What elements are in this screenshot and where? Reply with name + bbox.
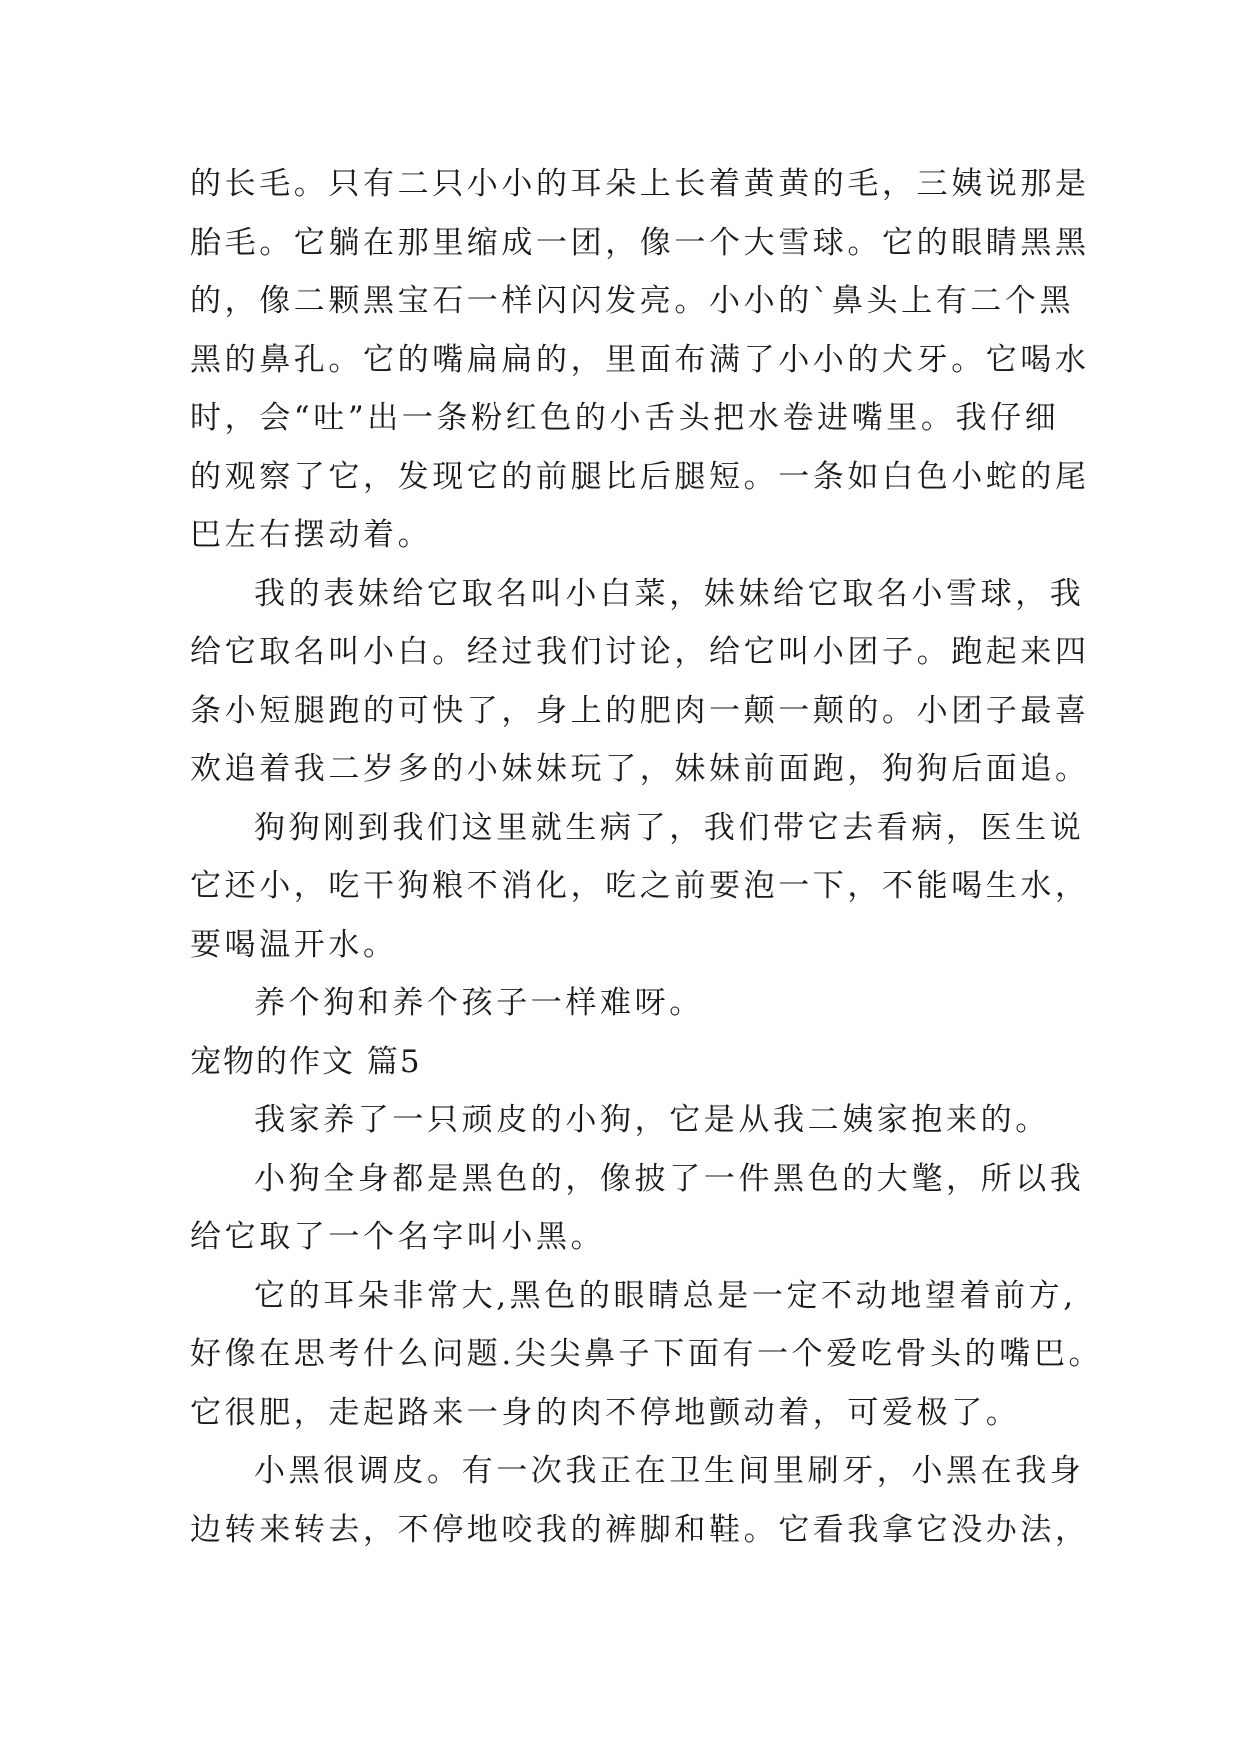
- text-line: 欢追着我二岁多的小妹妹玩了，妹妹前面跑，狗狗后面追。: [190, 751, 1090, 787]
- text-line: 它的耳朵非常大,黑色的眼睛总是一定不动地望着前方,: [254, 1277, 1077, 1314]
- text-line: 的长毛。只有二只小小的耳朵上长着黄黄的毛，三姨说那是: [190, 166, 1090, 202]
- text-line: 狗狗刚到我们这里就生病了，我们带它去看病，医生说: [254, 809, 1085, 846]
- text-block-after-heading: [190, 1091, 1104, 1559]
- text-line: 好像在思考什么问题.尖尖鼻子下面有一个爱吃骨头的嘴巴。: [190, 1336, 1104, 1372]
- text-line: 养个狗和养个孩子一样难呀。: [254, 985, 704, 1021]
- text-line: 我家养了一只顽皮的小狗，它是从我二姨家抱来的。: [254, 1102, 1050, 1138]
- document-body: [190, 155, 1104, 1559]
- text-line: 小黑很调皮。有一次我正在卫生间里刷牙，小黑在我身: [254, 1453, 1085, 1489]
- text-line: 巴左右摆动着。: [190, 517, 433, 553]
- text-line: 给它取了一个名字叫小黑。: [190, 1219, 606, 1255]
- text-line: 的观察了它，发现它的前腿比后腿短。一条如白色小蛇的尾: [190, 458, 1090, 495]
- text-line: 小狗全身都是黑色的，像披了一件黑色的大氅，所以我: [254, 1160, 1085, 1197]
- text-line: 它还小，吃干狗粮不消化，吃之前要泡一下，不能喝生水，: [190, 868, 1090, 904]
- section-heading: 宠物的作文 篇5: [190, 1043, 422, 1080]
- text-line: 边转来转去，不停地咬我的裤脚和鞋。它看我拿它没办法，: [190, 1511, 1090, 1548]
- text-line: 它很肥，走起路来一身的肉不停地颤动着，可爱极了。: [190, 1394, 1021, 1431]
- text-line: 黑的鼻孔。它的嘴扁扁的，里面布满了小小的犬牙。它喝水: [190, 341, 1090, 378]
- text-line: 胎毛。它躺在那里缩成一团，像一个大雪球。它的眼睛黑黑: [190, 224, 1090, 261]
- text-line: 给它取名叫小白。经过我们讨论，给它叫小团子。跑起来四: [190, 634, 1090, 670]
- text-line: 我的表妹给它取名叫小白菜，妹妹给它取名小雪球，我: [254, 575, 1085, 612]
- text-line: 条小短腿跑的可快了，身上的肥肉一颠一颠的。小团子最喜: [190, 692, 1090, 729]
- text-block-before-heading: [190, 155, 1090, 1033]
- text-line: 的，像二颗黑宝石一样闪闪发亮。小小的`鼻头上有二个黑: [190, 283, 1075, 319]
- text-line: 时，会“吐”出一条粉红色的小舌头把水卷进嘴里。我仔细: [190, 400, 1060, 436]
- text-line: 要喝温开水。: [190, 926, 398, 963]
